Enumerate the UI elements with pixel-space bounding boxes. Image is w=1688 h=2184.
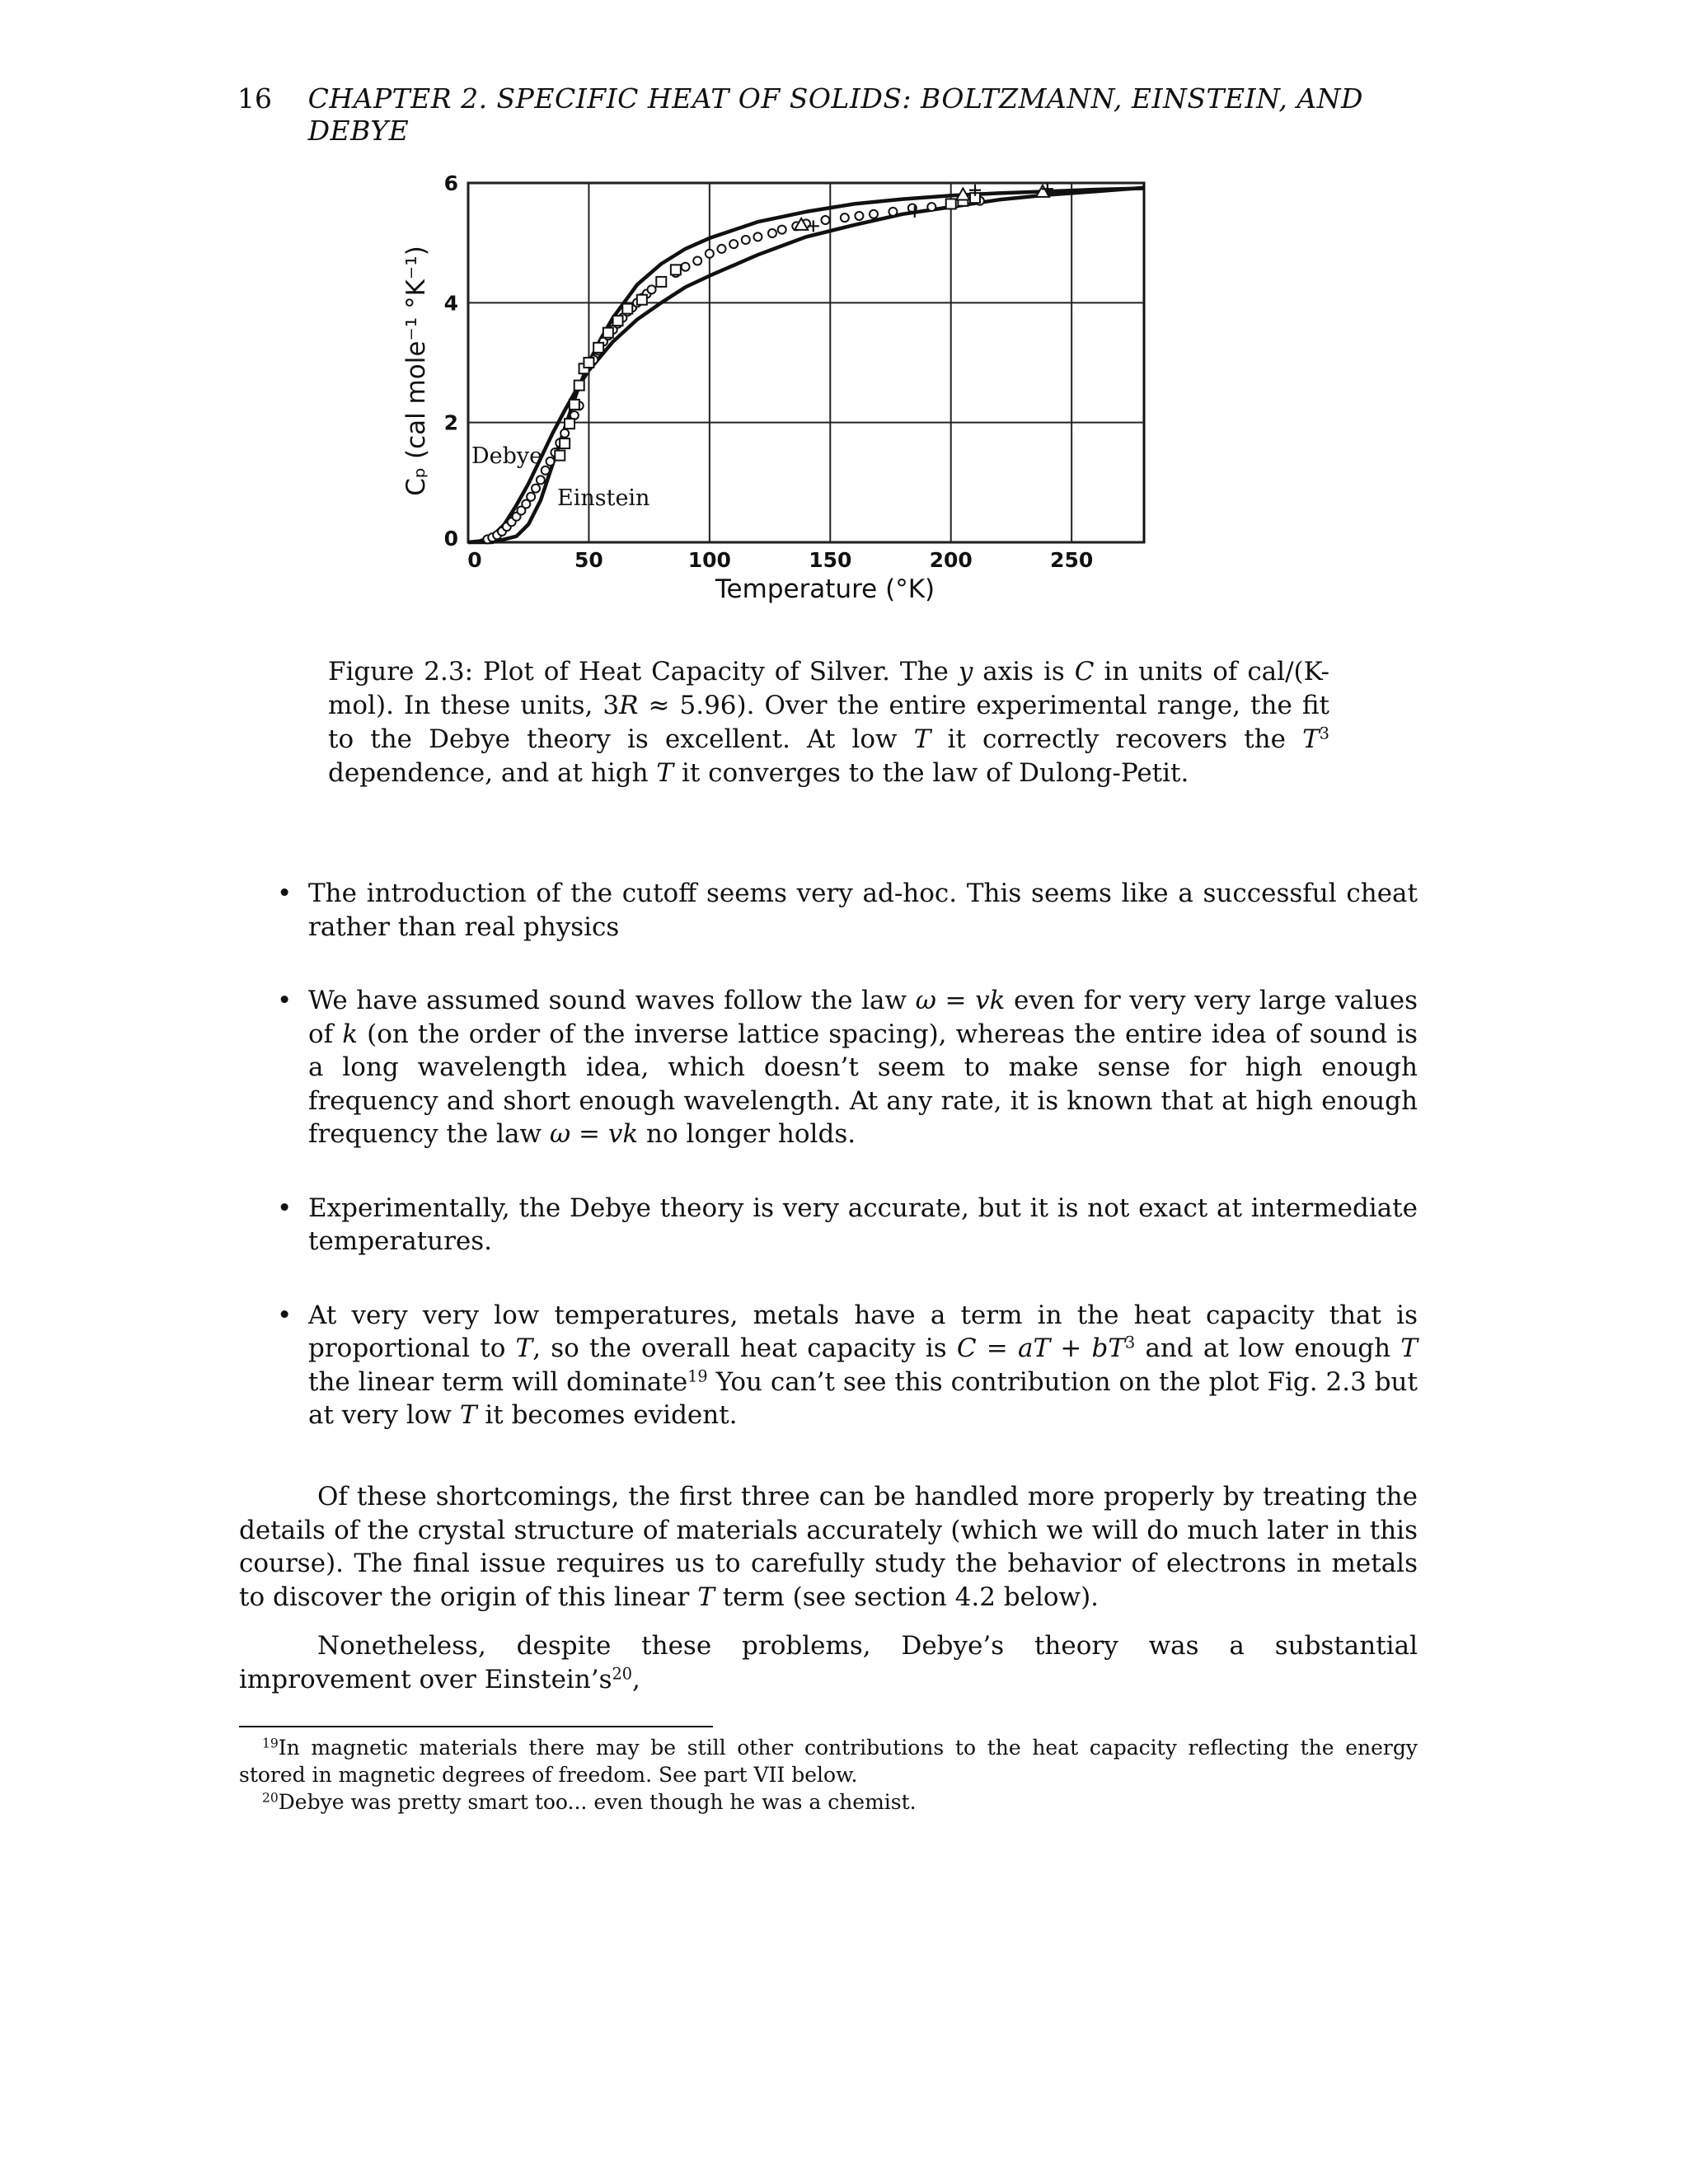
caption-p11: dependence, and at high xyxy=(328,758,657,788)
data-point-circle xyxy=(778,226,786,234)
data-point-circle xyxy=(537,476,545,484)
caption-p7: T xyxy=(913,724,931,754)
bullet-text: Experimentally, the Debye theory is very accurate, but it is not exact at intermediate temperatures. xyxy=(308,1193,1418,1256)
data-point-square xyxy=(560,438,570,448)
footnote-ref-19[interactable]: 19 xyxy=(687,1366,708,1385)
footnote-text: In magnetic materials there may be still other contributions to the heat capacity reflecting the energy stored in magnetic degrees of freedom. See part VII below. xyxy=(239,1736,1418,1787)
figure-caption xyxy=(328,655,1329,790)
footnote-ref-20[interactable]: 20 xyxy=(612,1663,633,1683)
y-tick-label: 0 xyxy=(443,527,458,551)
para-text: , xyxy=(632,1664,640,1694)
footnote-mark: 19 xyxy=(262,1736,279,1751)
bullet-text: = xyxy=(935,986,976,1015)
page-number: 16 xyxy=(237,82,272,115)
data-point-square xyxy=(946,199,956,209)
bullet-text: The introduction of the cutoff seems very ad-hoc. This seems like a successful cheat rather than real physics xyxy=(308,879,1418,942)
data-point-square xyxy=(613,316,623,326)
bullet-text: You can’t see this contribution on the plot Fig. 2.3 but at very low xyxy=(308,1366,1418,1430)
math: ω xyxy=(549,1119,571,1149)
bullet-text: the linear term will dominate xyxy=(308,1366,688,1397)
x-tick-label: 0 xyxy=(467,548,482,572)
math: T xyxy=(1400,1333,1418,1363)
data-point-square xyxy=(570,400,579,410)
caption-label: Figure 2.3: xyxy=(328,657,474,687)
data-point-circle xyxy=(532,485,540,493)
data-point-square xyxy=(671,265,681,274)
math: C xyxy=(956,1333,977,1363)
data-point-circle xyxy=(768,229,776,237)
y-axis-label: Cₚ (cal mole⁻¹ °K⁻¹) xyxy=(401,246,431,496)
caption-p0: Plot of Heat Capacity of Silver. The xyxy=(473,657,959,687)
data-point-circle xyxy=(753,232,762,241)
superscript: 3 xyxy=(1125,1333,1136,1352)
data-point-circle xyxy=(546,457,555,466)
bullet-text: no longer holds. xyxy=(638,1119,856,1149)
x-tick-label: 100 xyxy=(687,548,731,572)
data-point-circle xyxy=(742,236,750,244)
caption-p2: axis is xyxy=(973,657,1075,687)
running-head xyxy=(237,82,1416,147)
math: bT xyxy=(1091,1333,1126,1363)
bullet-text: , so the overall heat capacity is xyxy=(532,1333,957,1363)
data-point-square xyxy=(622,304,632,314)
list-item xyxy=(272,1192,1418,1258)
bullet-text: = xyxy=(570,1119,608,1149)
data-point-circle xyxy=(870,210,878,218)
data-point-square xyxy=(555,451,565,461)
footnote-20 xyxy=(239,1788,1418,1816)
caption-p5: R xyxy=(619,691,639,720)
bullet-dot: • xyxy=(277,1193,293,1223)
math: k xyxy=(342,1019,359,1049)
caption-p9: T xyxy=(1302,724,1320,754)
footnote-mark: 20 xyxy=(262,1790,279,1806)
para-text: Nonetheless, despite these problems, Debye’s theory was a substantial improvement over Einstein’s xyxy=(239,1631,1418,1694)
data-point-circle xyxy=(927,203,935,211)
math: vk xyxy=(975,986,1006,1015)
bullet-text: We have assumed sound waves follow the law xyxy=(308,986,916,1015)
y-tick-label: 4 xyxy=(443,291,458,316)
x-axis-label: Temperature (°K) xyxy=(715,574,935,604)
para-text: term (see section 4.2 below). xyxy=(714,1582,1100,1612)
data-point-square xyxy=(584,358,593,368)
bullet-text: and at low enough xyxy=(1135,1333,1401,1363)
x-tick-label: 50 xyxy=(574,548,603,572)
data-point-circle xyxy=(729,240,738,248)
caption-p6: ≈ 5.96). Over the entire experimental range, the fit to the Debye theory is excellent. At low xyxy=(328,691,1329,754)
heat-capacity-chart xyxy=(365,161,1214,626)
debye-curve-label: Debye xyxy=(471,443,543,469)
data-point-circle xyxy=(841,213,849,222)
data-point-square xyxy=(574,381,584,391)
caption-p4: in units of cal/(K-mol). In these units, 3 xyxy=(328,657,1329,720)
data-point-circle xyxy=(542,466,550,475)
data-point-square xyxy=(565,419,574,429)
bullet-dot: • xyxy=(277,1300,293,1330)
footnote-19 xyxy=(239,1734,1418,1788)
data-point-circle xyxy=(821,216,829,224)
bullet-text: even for very very large values of xyxy=(308,986,1418,1049)
data-point-circle xyxy=(527,493,535,501)
footnote-rule xyxy=(239,1726,713,1727)
footnote-text: Debye was pretty smart too... even though he was a chemist. xyxy=(278,1790,917,1814)
caption-p1: y xyxy=(958,657,973,687)
bullet-text: At very very low temperatures, metals have a term in the heat capacity that is proportional to xyxy=(308,1300,1418,1363)
data-point-square xyxy=(637,295,647,305)
data-point-square xyxy=(603,328,613,338)
caption-p3: C xyxy=(1074,657,1095,687)
caption-p13: it converges to the law of Dulong-Petit. xyxy=(673,758,1189,788)
x-tick-label: 200 xyxy=(929,548,973,572)
para-text: Of these shortcomings, the first three can be handled more properly by treating the details of the crystal structure of materials accurately (which we will do much later in this course). The final issue requires us to carefully study the behavior of electrons in metals to discover the origin of this linear xyxy=(239,1482,1418,1612)
data-point-circle xyxy=(855,212,863,220)
figure-heat-capacity-silver xyxy=(365,161,1214,626)
caption-p8: it correctly recovers the xyxy=(931,724,1303,754)
x-tick-label: 150 xyxy=(809,548,852,572)
chapter-title: CHAPTER 2. SPECIFIC HEAT OF SOLIDS: BOLTZMANN, EINSTEIN, AND DEBYE xyxy=(307,82,1364,147)
y-tick-label: 6 xyxy=(443,171,458,195)
data-point-circle xyxy=(889,208,897,216)
data-point-square xyxy=(593,343,603,353)
math: T xyxy=(697,1582,715,1612)
data-point-circle xyxy=(682,263,690,271)
math: ω xyxy=(915,986,936,1015)
footnotes xyxy=(239,1734,1418,1816)
x-tick-label: 250 xyxy=(1050,548,1094,572)
bullet-text: + xyxy=(1050,1333,1092,1363)
data-point-circle xyxy=(718,245,726,253)
caption-p12: T xyxy=(656,758,674,788)
data-point-circle xyxy=(706,250,714,258)
list-item xyxy=(272,877,1418,944)
math: aT xyxy=(1017,1333,1051,1363)
bullet-dot: • xyxy=(277,986,293,1015)
bullet-text: = xyxy=(976,1333,1018,1363)
y-tick-label: 2 xyxy=(443,410,458,435)
data-point-circle xyxy=(560,429,569,438)
einstein-curve-label: Einstein xyxy=(557,485,650,511)
bullet-text: (on the order of the inverse lattice spacing), whereas the entire idea of sound is a long wavelength idea, which doesn’t seem to make sense for high enough frequency and short enough wavelength. At any rate, it is known that at high enough frequency the law xyxy=(308,1019,1418,1149)
caption-p10: 3 xyxy=(1319,724,1329,743)
math: vk xyxy=(607,1119,639,1149)
data-point-circle xyxy=(693,256,701,265)
paragraph-nonetheless xyxy=(239,1629,1418,1696)
shortcomings-list xyxy=(272,877,1418,1473)
bullet-text: it becomes evident. xyxy=(476,1400,738,1430)
math: T xyxy=(459,1400,477,1430)
data-point-square xyxy=(656,277,666,287)
list-item xyxy=(272,1299,1418,1432)
list-item xyxy=(272,984,1418,1151)
bullet-dot: • xyxy=(277,879,293,908)
paragraph-shortcomings xyxy=(239,1480,1418,1614)
data-point-circle xyxy=(648,285,656,293)
math: T xyxy=(515,1333,533,1363)
